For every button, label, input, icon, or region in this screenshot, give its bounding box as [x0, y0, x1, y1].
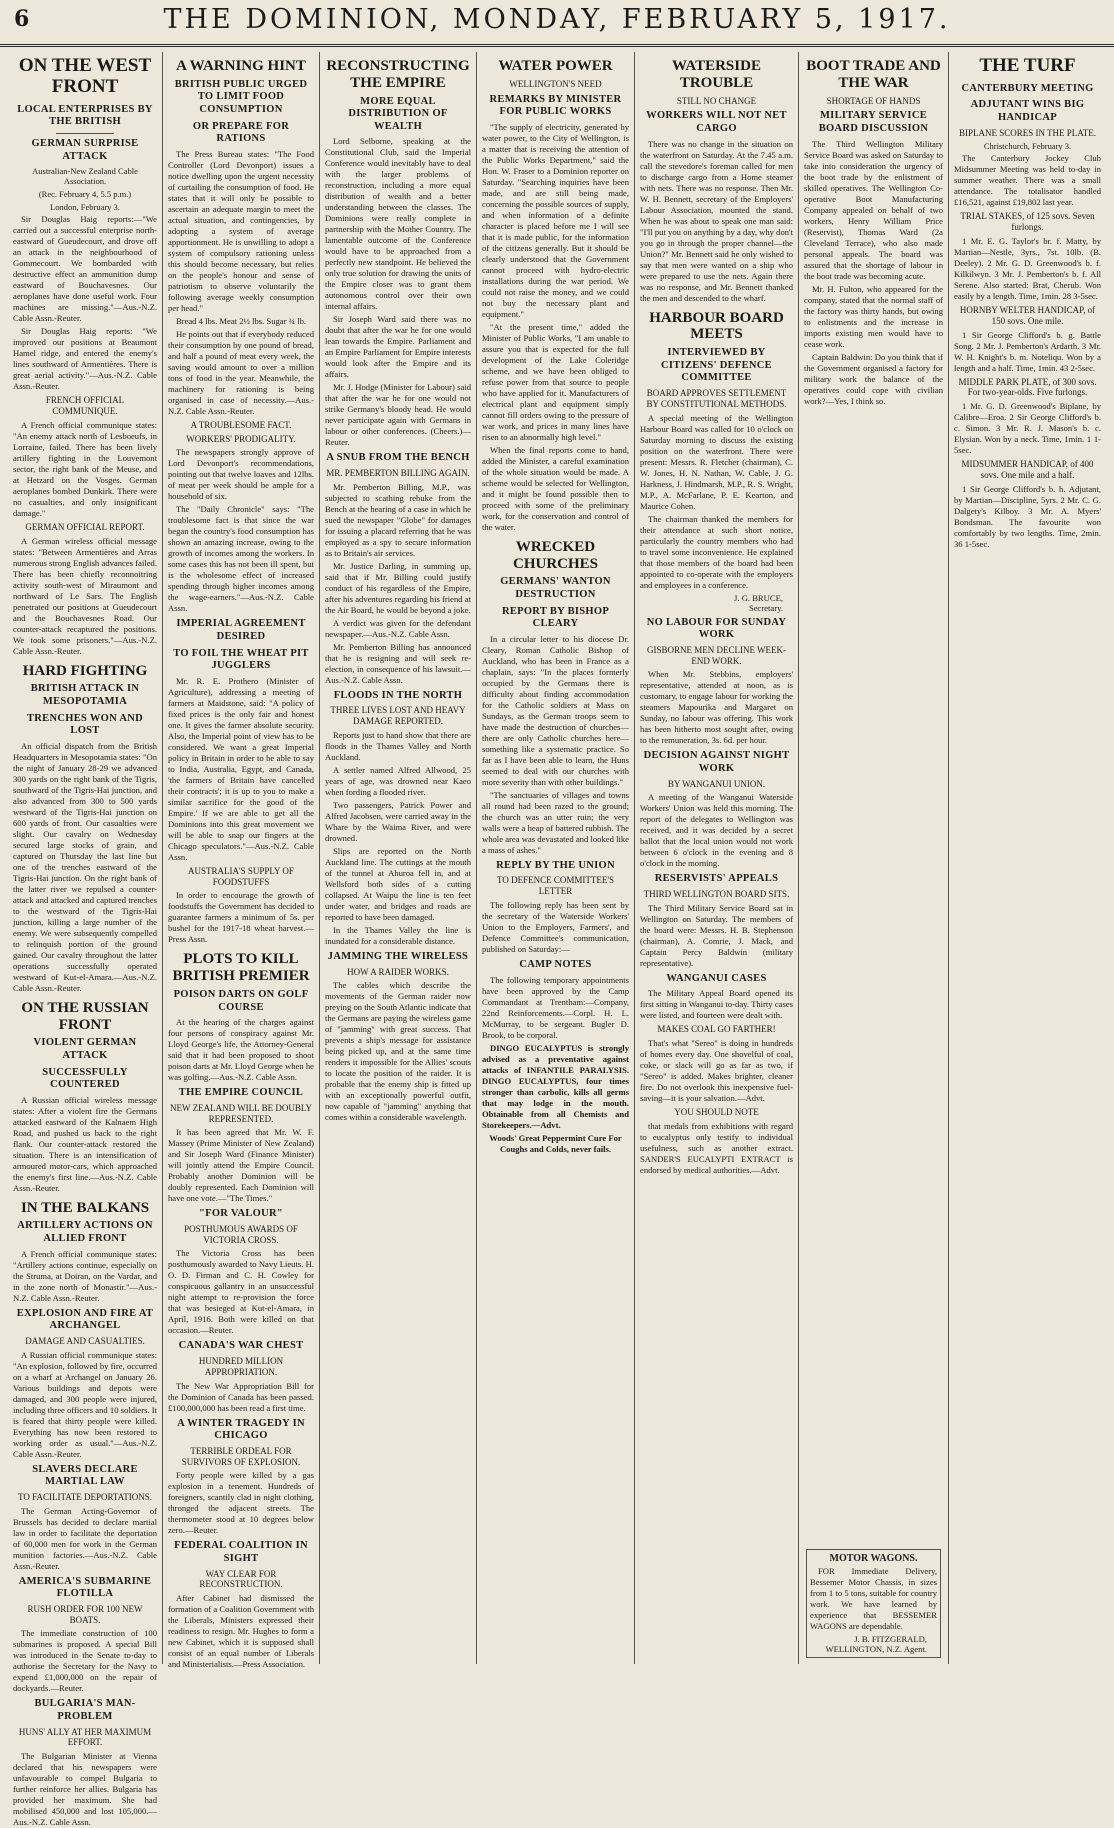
advert-paragraph: That's what "Sereo" is doing in hundreds of homes every day. One shovelful of coal, coke, or slack will go as far as two, if "Sereo" is added. Makes brighter, cleaner fire. Do not overlook this inexpensive fuel-saving—it is your salvation.—Advt. [640, 1038, 793, 1104]
dateline-place: Christchurch, February 3. [983, 141, 1072, 152]
columns [8, 52, 1106, 1828]
subhead: TO DEFENCE COMMITTEE'S LETTER [497, 875, 614, 897]
subhead: HUNS' ALLY AT HER MAXIMUM EFFORT. [18, 1726, 152, 1748]
article-paragraph: The chairman thanked the members for their attendance at such short notice, particularly the country members who had to travel some inconvenience. He explained that those members of the board had been appointed to co-operate with the employers and employees in a conference. [640, 513, 793, 590]
article-paragraph: The immediate construction of 100 submarines is proposed. A special Bill was introduced in the Senate to-day to authorise the Secretary for the Navy to expend £1,000,000 on the repair of dockyards.—Reuter. [13, 1628, 157, 1694]
headline-federal: FEDERAL COALITION IN SIGHT [174, 1540, 308, 1565]
headline-turf: THE TURF [979, 55, 1076, 76]
article-paragraph: The newspapers strongly approve of Lord Devonport's recommendations, pointing out that twelve loaves and 12lbs. of meat per week should be ample for a household of six. [168, 447, 314, 502]
subhead: CANTERBURY MEETING [961, 82, 1094, 94]
subhead: RUSH ORDER FOR 100 NEW BOATS. [27, 1603, 143, 1625]
article-paragraph: In order to encourage the growth of foodstuffs the Government has decided to guarantee farmers a minimum of 5s. per bushel for the 1917-18 wheat harvest.—Press Assn. [168, 890, 314, 945]
article-paragraph: At the hearing of the charges against four persons of conspiracy against Mr. Lloyd George's life, the Attorney-General said that it had been proposed to shoot poison darts at Mr. Lloyd George when he was golfing.—Aus.-N.Z. Cable Assn. [168, 1017, 314, 1083]
headline-water-power: WATER POWER [498, 58, 613, 74]
advert-motor-wagons [806, 1549, 941, 1658]
article-paragraph: The Third Military Service Board sat in Wellington on Saturday. The members of the board were: Messrs. H. B. Stephenson (chairman), A. Comrie, J. Mack, and Captain Percy Baldwin (military representative). [640, 902, 793, 968]
received-line: (Rec. February 4, 5.5 p.m.) [38, 189, 132, 200]
headline-reservists: RESERVISTS' APPEALS [654, 873, 779, 885]
article-paragraph: A German wireless official message states: "Between Armentières and Arras numerous strong English advances failed. There has been chiefly reconnoitring activity south-west of Miraumont and northward of Le Sars. The English penetrated our positions at Gueudecourt and the Bouchavesnes Road. Our counter-attack recaptured the positions. We took some prisoners."—Aus.-N.Z. Cable Assn.-Reuter. [13, 535, 157, 656]
advert-paragraph: FOR Immediate Delivery, Bessemer Motor Chassis, in sizes from 1 to 5 tons, suitable for country work. We have learned by experience that BESSEMER WAGONS are dependable. [810, 1566, 937, 1631]
race-title: TRIAL STAKES, of 125 sovs. Seven furlongs. [960, 211, 1095, 233]
article-paragraph: The following temporary appointments have been approved by the Camp Commandant at Trentham:—Company, 22nd Reinforcements.—Corpl. H. L. McMurray, to be sergeant. Bugler D. Brook, to be corporal. [482, 974, 629, 1040]
subhead: MORE EQUAL DISTRIBUTION OF WEALTH [348, 95, 448, 132]
subhead: ARTILLERY ACTIONS ON ALLIED FRONT [17, 1220, 153, 1245]
headline-warning-hint: A WARNING HINT [176, 58, 306, 74]
article-paragraph: Mr. J. Hodge (Minister for Labour) said that after the war he for one would not strike Germany's bloody head. He would never participate again with Germans in labour or other conferences. (Cheers.)—Reuter. [325, 382, 471, 448]
column-waterside [635, 52, 799, 1664]
subhead: GERMANS' WANTON DESTRUCTION [500, 576, 611, 600]
article-paragraph: The Press Bureau states: "The Food Controller (Lord Devonport) issues a notice dwelling upon the urgent necessity of curtailing the consumption of food. He states that it will only be possible to ascertain an adequate margin to meet the actual situation, and contingencies, by adopting a system of average apportionment. He is unwilling to adopt a system of compulsory rationing unless this should become necessary, but relies on the people's honour and sense of patriotism to observe voluntarily the following average weekly consumption per head." [168, 148, 314, 313]
article-paragraph: In a circular letter to his diocese Dr. Cleary, Roman Catholic Bishop of Auckland, who has been in France as a chaplain, says: "In the places formerly occupied by the Germans there is difficulty about finding accommodation for the Catholic soldiers at Mass on Sundays, as the German troops seem to have made the destruction of churches—there are only Catholic churches here—something like a systematic practice. So far as I have been able to learn, the Huns seemed to deal with our churches with more severity than with other buildings." [482, 633, 629, 787]
article-paragraph: Sir Joseph Ward said there was no doubt that after the war he for one would lean towards the Empire. Parliament and an Empire Parliament for Empire interests would look after the Empire and its affairs. [325, 314, 471, 380]
subhead: REPORT BY BISHOP CLEARY [501, 605, 610, 630]
section-label: FRENCH OFFICIAL COMMUNIQUE. [45, 395, 125, 416]
article-paragraph: A verdict was given for the defendant newspaper.—Aus.-N.Z. Cable Assn. [325, 617, 471, 639]
race-title: MIDDLE PARK PLATE, of 300 sovs. For two-year-olds. Five furlongs. [958, 376, 1097, 398]
headline-jamming: JAMMING THE WIRELESS [327, 950, 469, 962]
headline-no-labour: NO LABOUR FOR SUNDAY WORK [646, 616, 787, 641]
article-paragraph: Mr. Justice Darling, in summing up, said that if Mr. Billing could justify conduct of his regardless of the Empire, after his adventures regarding his friend at the Air Board, he would be beyond a joke. [325, 560, 471, 615]
section-label: AUSTRALIA'S SUPPLY OF FOODSTUFFS [188, 865, 294, 887]
headline-night-work: DECISION AGAINST NIGHT WORK [643, 750, 790, 774]
article-paragraph: After Cabinet had dismissed the formation of a Coalition Government with the Liberals, Ministers expressed their readiness to resign. Mr. Hughes to form a new Cabinet, which it is supposed shall consist of an equal number of Liberals and Ministerialists.—Press Association. [168, 1593, 314, 1670]
section-label: A TROUBLESOME FACT. [190, 419, 292, 430]
subhead: WELLINGTON'S NEED [509, 78, 602, 89]
headline-chicago: A WINTER TRAGEDY IN CHICAGO [177, 1417, 305, 1442]
subhead: BOARD APPROVES SETTLEMENT BY CONSTITUTIONAL METHODS. [646, 387, 787, 409]
subhead: SUCCESSFULLY COUNTERED [42, 1066, 128, 1091]
headline-snub: A SNUB FROM THE BENCH [326, 452, 470, 464]
subhead: DAMAGE AND CASUALTIES. [25, 1335, 145, 1346]
headline-russian-front: ON THE RUSSIAN FRONT [21, 999, 149, 1033]
headline-empire-council: THE EMPIRE COUNCIL [178, 1087, 304, 1099]
subhead: ADJUTANT WINS BIG HANDICAP [970, 99, 1085, 124]
article-paragraph: Sir Douglas Haig reports:—"We carried out a successful enterprise north-eastward of Gueudecourt, and drove off an attack in the neighbourhood of Gommecourt. We bombarded with destructive effect an ammunition dump eastward of Bouchavesnes. Our aeroplanes have done useful work. Four machines are missing."—Aus.-N.Z. Cable Assn.-Reuter. [13, 214, 157, 324]
article-paragraph: Lord Selborne, speaking at the Constitutional Club, said the Imperial Conference would inevitably have to deal with the larger problems of reconstruction, including a more equal distribution of wealth and a better understanding between the classes. The Dominions were really complete in partnership with the Mother Country. The lamentable outcome of the Conference would have to be approached from a perfectly new standpoint. He believed the only true solution for drawing the units of the Empire closer was to grant them autonomous control over their own internal affairs. [325, 136, 471, 312]
article-paragraph: The New War Appropriation Bill for the Dominion of Canada has been passed. £100,000,000 has been read a first time. [168, 1380, 314, 1413]
headline-wrecked-churches: WRECKED CHURCHES [512, 538, 598, 572]
subhead: BRITISH ATTACK IN MESOPOTAMIA [30, 683, 140, 707]
subhead: BIPLANE SCORES IN THE PLATE. [958, 127, 1097, 138]
headline-reconstructing: RECONSTRUCTING THE EMPIRE [326, 58, 470, 91]
article-paragraph: Two passengers, Patrick Power and Alfred Jacobsen, were carried away in the Whare by the Waima River, and were drowned. [325, 799, 471, 843]
advert-heading: YOU SHOULD NOTE [674, 1107, 759, 1118]
article-paragraph: Mr. R. E. Prothero (Minister of Agriculture), addressing a meeting of farmers at Maidstone, said: "A policy of fixed prices is the only fair and honest one. It gives the farmer absolute security. Also, the Imperial point of view has to be considered. We want a great Imperial policy in Britain in order to be able to say to India, Australia, Egypt, and Canada, 'the farmers of Britain have cancelled their contracts'; it is up to you to make a similar sacrifice for the good of the Empire.' If we are able to get all the Dominions into this great movement we will be able to snap our fingers at the Chicago speculators."—Aus.-N.Z. Cable Assn. [168, 675, 314, 862]
subhead: BY WANGANUI UNION. [667, 778, 766, 789]
page-number: 6 [14, 6, 30, 32]
advert-signature: J. B. FITZGERALD, [854, 1634, 927, 1644]
headline-bulgaria: BULGARIA'S MAN-PROBLEM [34, 1698, 136, 1723]
subhead: STILL NO CHANGE [676, 95, 757, 106]
article-paragraph: "At the present time," added the Minister of Public Works, "I am unable to assure you that is expected for the full development of the Lake Coleridge scheme, and we have been obliged to refuse power from that source to people who have applied for it. Manufacturers of electrical plant and equipment simply cannot fill orders owing to the pressure of war work, and prices in many lines have risen to an abnormally high level." [482, 321, 629, 442]
headline-archangel: EXPLOSION AND FIRE AT ARCHANGEL [16, 1307, 154, 1332]
article-paragraph: In the Thames Valley the line is inundated for a considerable distance. [325, 924, 471, 946]
race-title: HORNBY WELTER HANDICAP, of 150 sovs. One mile. [959, 305, 1096, 326]
article-paragraph: The Military Appeal Board opened its first sitting in Wanganui to-day. Thirty cases were listed, and fourteen were dealt with. [640, 988, 793, 1021]
subhead: INTERVIEWED BY CITIZENS' DEFENCE COMMITTEE [660, 347, 772, 384]
article-paragraph: It has been agreed that Mr. W. F. Massey (Prime Minister of New Zealand) and Sir Joseph Ward (Finance Minister) will jointly attend the Empire Council. Probably another Dominion will be doubly represented. Each Dominion will have one vote.—"The Times." [168, 1127, 314, 1204]
advert-place: WELLINGTON, N.Z. Agent. [825, 1644, 927, 1654]
subhead: TO FOIL THE WHEAT PIT JUGGLERS [173, 647, 309, 672]
headline-boot-trade: BOOT TRADE AND THE WAR [806, 58, 941, 91]
headline-america: AMERICA'S SUBMARINE FLOTILLA [18, 1575, 152, 1600]
headline-harbour-board: HARBOUR BOARD MEETS [649, 309, 784, 343]
headline-imperial: IMPERIAL AGREEMENT DESIRED [176, 618, 306, 642]
advert-heading: MAKES COAL GO FARTHER! [657, 1024, 776, 1035]
subhead: MILITARY SERVICE BOARD DISCUSSION [818, 110, 929, 134]
article-paragraph: He points out that if everybody reduced their consumption by one pound of bread, and half a pound of meat every week, the saving would amount to over a million tons of food in the year. Meanwhile, the machinery for rationing is being organised in case of necessity.—Aus.-N.Z. Cable Assn.-Reuter. [168, 328, 314, 416]
subhead: REMARKS BY MINISTER FOR PUBLIC WORKS [489, 93, 622, 118]
headline-wanganui-cases: WANGANUI CASES [666, 972, 767, 984]
masthead-title: THE DOMINION, MONDAY, FEBRUARY 5, 1917. [163, 4, 951, 35]
advert-paragraph: that medals from exhibitions with regard to eucalyptus only testify to individual usefulness, such as another extract. SANDER'S EUCALYPTI EXTRACT is endorsed by medical authorities.—Advt. [640, 1120, 793, 1175]
subhead: WORKERS WILL NOT NET CARGO [646, 110, 787, 134]
column-reconstructing [320, 52, 477, 1664]
article-paragraph: The German Acting-Governor of Brussels has decided to declare martial law in order to facilitate the deportation of 60,000 men for work in the German munition factories.—Aus.-N.Z. Cable Assn.-Reuter. [13, 1505, 157, 1571]
subhead: THREE LIVES LOST AND HEAVY DAMAGE REPORTED. [330, 705, 466, 727]
article-paragraph: When Mr. Stebbins, employers' representative, attended at noon, as is customary, to engage labour for working the steamers Mapourika and Margaret on Sunday, no labour was offering. This work has been hitherto most sought after, owing to the remuneration, 3s. 6d. per hour. [640, 669, 793, 746]
subhead: WORKERS' PRODIGALITY. [186, 433, 296, 444]
race-title: MIDSUMMER HANDICAP, of 400 sovs. One mile and a half. [961, 459, 1094, 481]
article-paragraph: Sir Douglas Haig reports: "We improved our positions at Beaumont Hamel ridge, and entered the enemy's lines southward of Armentières. There is great aerial activity."—Aus.-N.Z. Cable Assn.-Reuter. [13, 326, 157, 392]
advert-woods: Woods' Great Peppermint Cure For Coughs and Colds, never fails. [489, 1132, 622, 1154]
article-paragraph: A meeting of the Wanganui Waterside Workers' Union was held this morning. The report of the delegates to Wellington was received, and it was decided by a secret ballot that the local union would not work between 6 o'clock in the evening and 8 o'clock in the morning. [640, 792, 793, 869]
article-paragraph: A special meeting of the Wellington Harbour Board was called for 10 o'clock on Saturday morning to discuss the existing position on the waterfront. There were present: Messrs. R. Fletcher (chairman), C. W. Jones, H. N. Nathan, W. Cable, J. G. Harkness, J. Hindmarsh, M.P., R. S. Wright, M.P., A. McFarlane, P. E. Kearton, and Maurice Cohen. [640, 412, 793, 511]
subhead: BRITISH PUBLIC URGED TO LIMIT FOOD CONSUMPTION [174, 78, 308, 115]
dateline-place: London, February 3. [50, 202, 120, 213]
subhead: MR. PEMBERTON BILLING AGAIN. [326, 467, 470, 478]
race-result: 1 Mr. G. D. Greenwood's Biplane, by Calibre—Eroa. 2 Sir George Clifford's b. c. Simon. 3 Mr. R. J. Mason's b. c. Elysian. Won by a neck. Time, 1min. 1 1-5sec. [954, 401, 1101, 456]
headline-for-valour: "FOR VALOUR" [198, 1208, 283, 1220]
subhead: VIOLENT GERMAN ATTACK [33, 1037, 137, 1061]
article-paragraph: A French official communique states: "An enemy attack north of Lesboeufs, in Lorraine, failed. There has been lively artillery fighting in the Louvemont sector, the right bank of the Meuse, and at Hetzard on the Vosges. German aeroplanes bombed Dunkirk. There were no casualties, and only insignificant damage." [13, 419, 157, 518]
article-paragraph: A Russian official communique states: "An explosion, followed by fire, occurred on a wharf at Archangel on January 26. Various buildings and depots were damaged, and 300 people were injured, including three officers and 10 soldiers. It is feared that thirty people were killed. Everything has now been restored to working order as usual."—Aus.-N.Z. Cable Assn.-Reuter. [13, 1349, 157, 1459]
race-result: 1 Sir George Clifford's b. g. Battle Song. 2 Mr. J. Pemberton's Ardarth. 3 Mr. W. H. Knight's b. m. Noteliqu. Won by a length and a half. Time, 1min. 43 2-5sec. [954, 329, 1101, 373]
ration-list: Bread 4 lbs. Meat 2½ lbs. Sugar ¾ lb. [175, 315, 307, 326]
headline-west-front: ON THE WEST FRONT [18, 55, 152, 97]
subhead: HUNDRED MILLION APPROPRIATION. [198, 1356, 284, 1377]
headline-hard-fighting: HARD FIGHTING [22, 662, 148, 679]
column-water-power [477, 52, 635, 1664]
subhead: SHORTAGE OF HANDS [826, 95, 921, 106]
race-result: 1 Sir George Clifford's b. h. Adjutant, by Martian—Discipline, 5yrs. 2 Mr. C. G. Dalgety's Kilboy. 3 Mr. A. Myers' Bondsman. The favourite won comfortably by two lengths. Time, 2min. 36 1-5sec. [954, 483, 1101, 549]
headline-reply-union: REPLY BY THE UNION [496, 859, 615, 871]
article-paragraph: Mr. H. Fulton, who appeared for the company, stated that the normal staff of the factory was thirty hands, but owing to enlistments and the increase in imports existing men would have to cease work. [804, 283, 943, 349]
article-paragraph: There was no change in the situation on the waterfront on Saturday. At the 7.45 a.m. call the stevedore's foreman called for men to discharge cargo from a Home steamer with nets. There was no response. Then Mr. W. H. Bennett, secretary of the Employers' Labour Association, mounted the stand. When he was about to speak one man said: "I'll put you on anything by a day, why don't you go in through the proper channel—the Union?" Mr. Bennett said he only wished to say that men were wanted on a ship who were prepared to use the nets. Again there was no response, and Mr. Bennett thanked the men and descended to the wharf. [640, 138, 793, 303]
article-paragraph: A French official communique states: "Artillery actions continue, especially on the Struma, at Doiran, on the Vardar, and in the zone north of Monastir."—Aus.-N.Z. Cable Assn.-Reuter. [13, 1248, 157, 1303]
column-warning-hint [163, 52, 320, 1670]
subhead: THIRD WELLINGTON BOARD SITS. [643, 888, 790, 899]
article-paragraph: The Victoria Cross has been posthumously awarded to Navy Lieuts. H. O. D. Firman and C. H. Cowley for conspicuous gallantry in an unsuccessful night attempt to re-provision the force that was besieged at Kut-el-Amara, in April, 1916. Both were killed on that occasion.—Reuter. [168, 1248, 314, 1336]
article-paragraph: Reports just to hand show that there are floods in the Thames Valley and North Auckland. [325, 729, 471, 762]
article-paragraph: A settler named Alfred Allwood, 25 years of age, was drowned near Kaeo when fording a flooded river. [325, 764, 471, 797]
article-paragraph: A Russian official wireless message states: After a violent fire the Germans attacked eastward of the Kalnaem High Road, and pushed us back to the right flank. Our counter-attack restored the situation. There is an intensification of armoured motor-cars, which approached the enemy's first line.—Aus.-N.Z. Cable Assn.-Reuter. [13, 1094, 157, 1193]
headline-slavers: SLAVERS DECLARE MARTIAL LAW [32, 1463, 138, 1488]
subhead: WAY CLEAR FOR RECONSTRUCTION. [199, 1568, 283, 1590]
article-paragraph: Forty people were killed by a gas explosion in a tenement. Hundreds of foreigners, scantily clad in night clothing, thronged the adjacent streets. The thermometer stood at 10 degrees below zero.—Reuter. [168, 1470, 314, 1536]
advert-title: MOTOR WAGONS. [829, 1553, 918, 1564]
subhead: GERMAN SURPRISE ATTACK [31, 137, 139, 162]
article-paragraph: Slips are reported on the North Auckland line. The cuttings at the mouth of the tunnel at Ahuroa fell in, and at Wellsford both sides of a cutting collapsed. At Waipu the line is ten feet under water, and bridges and roads are reported to have been damaged. [325, 845, 471, 922]
column-turf [949, 52, 1106, 1664]
masthead [0, 0, 1114, 47]
subhead: TO FACILITATE DEPORTATIONS. [18, 1491, 152, 1502]
subhead: TERRIBLE ORDEAL FOR SURVIVORS OF EXPLOSION. [181, 1445, 301, 1467]
article-paragraph: The cables which describe the movements of the German raider now preying on the South Atlantic indicate that the Germans are paying the wireless game of "jamming" with great success. That prevents a ship's message for assistance being picked up, and at the same time renders it impossible for the Allies' scouts to locate the position of the raider. It is probable that the enemy ship is fitted up with an exceptionally powerful outfit, now capable of "jamming" anything that comes within a considerable wavelength. [325, 980, 471, 1123]
headline-balkans: IN THE BALKANS [20, 1199, 150, 1216]
subhead: NEW ZEALAND WILL BE DOUBLY REPRESENTED. [170, 1102, 312, 1124]
column-west-front [8, 52, 163, 1828]
article-paragraph: The Bulgarian Minister at Vienna declared that his newspapers were unfavourable to compel Bulgaria to further reinforce her allies. Bulgaria has provided her maximum. She had mobilised 450,000 and lost 105,000.—Aus.-N.Z. Cable Assn. [13, 1751, 157, 1828]
credit-line: Australian-New Zealand Cable Association. [32, 166, 138, 187]
column-boot-trade [799, 52, 949, 1664]
subhead: POISON DARTS ON GOLF COURSE [173, 988, 309, 1013]
article-paragraph: Captain Baldwin: Do you think that if the Government organised a factory for military work the balance of the operatives could cope with civilian work?—Yes, I think so. [804, 351, 943, 406]
headline-plots: PLOTS TO KILL BRITISH PREMIER [172, 951, 310, 985]
subhead: POSTHUMOUS AWARDS OF VICTORIA CROSS. [184, 1223, 298, 1245]
race-result: 1 Mr. E. G. Taylor's br. f. Matty, by Martian—Nestle, 3yrs., 7st. 10lb. (B. Deeley). 2 Mr. G. D. Greenwood's b. f. Kilkilwyn. 3 Mr. J. Pemberton's b. f. All Serene. Also started: Brat, Cherub. Won easily by a length. Time, 1min. 28 3-5sec. [954, 236, 1101, 302]
signature-title: Secretary. [748, 602, 783, 613]
article-paragraph: The Canterbury Jockey Club Midsummer Meeting was held to-day in summer weather. There was a small attendance. The totalisator handled £16,521, against £19,802 last year. [954, 153, 1101, 208]
divider [56, 133, 114, 134]
article-paragraph: "The sanctuaries of villages and towns all round had been razed to the ground; the church was an utter ruin; the very walls were a heap of battered rubbish. The whole area was devastated and looked like a mass of ashes." [482, 789, 629, 855]
signature-name: J. G. BRUCE, [734, 592, 783, 603]
subhead: TRENCHES WON AND LOST [26, 712, 144, 737]
article-paragraph: An official dispatch from the British Headquarters in Mesopotamia states: "On the night of January 28-29 we advanced 300 yards on the right bank of the Tigris, southward of the Tigris-Hai junction, and also advanced from 300 to 500 yards westward of the Tigris-Hai junction on 600 yards of front. Our casualties were slight. Our cavalry on Wednesday secured large stocks of grain, and captured on Thursday the last line but one of the trenches eastward of the Tigris-Hai junction. On the right bank of the latter river we repulsed a counter-attack and attacked and captured trenches to the westward of the Tigris-Hai junction, killing a large number of the enemy. We were subsequently compelled to relinquish portion of the ground gained. Our cavalry throughout the latter operations successfully operated westward of Kut-el-Amara.—Aus.-N.Z. Cable Assn.-Reuter. [13, 740, 157, 993]
subhead: GISBORNE MEN DECLINE WEEK-END WORK. [646, 644, 787, 666]
subhead: OR PREPARE FOR RATIONS [192, 120, 290, 145]
headline-waterside: WATERSIDE TROUBLE [672, 58, 761, 91]
article-paragraph: The Third Wellington Military Service Board was asked on Saturday to take into consideration the urgency of the boot trade by the enlistment of skilled operatives. The Wellington Co-operative Boot Manufacturing Company appealed on behalf of two workers, Henry William Price (Reservist), Thomas Ward (2a Cleveland Terrace), who also made personal appeals. The board was assured that the shortage of labour in the boot trade was becoming acute. [804, 138, 943, 281]
article-paragraph: "The supply of electricity, generated by water power, to the City of Wellington, is a matter that is receiving the attention of the Public Works Department," said the Hon. W. Fraser to a Dominion reporter on Saturday. "Searching inquiries have been made, and are still being made, concerning the possible sources of supply, and when information of a definite character is placed before me I will see that it is made public, for the information of the citizens generally. But it should be clearly understood that the Government cannot proceed with hydro-electric installations during the war period. We could not raise the money, and we could not buy the necessary plant and equipment." [482, 121, 629, 319]
article-paragraph: The "Daily Chronicle" says: "The troublesome fact is that since the war began the country's food consumption has shown an amazing increase, owing to the growth of incomes among the workers. In some cases this has not been ill spent, but is the wholesome effect of increased spending through higher incomes among the wage-earners."—Aus.-N.Z. Cable Assn. [168, 504, 314, 614]
headline-canada: CANADA'S WAR CHEST [178, 1340, 304, 1352]
headline-floods: FLOODS IN THE NORTH [333, 689, 463, 701]
section-label: GERMAN OFFICIAL REPORT. [25, 521, 145, 532]
article-paragraph: When the final reports come to hand, added the Minister, a careful examination of the whole situation would be made. A scheme would be selected for Wellington, and it might be found possible then to proceed with some of the preliminary work, for the conservation and control of the water. [482, 444, 629, 532]
advert-dingo: DINGO EUCALYPTUS is strongly advised as a preventative against attacks of INFANTILE PARALYSIS. DINGO EUCALYPTUS, four times stronger than carbolic, kills all germs that may lodge in the mouth. Obtainable from all Chemists and Storekeepers.—Advt. [482, 1042, 629, 1130]
subhead: LOCAL ENTERPRISES BY THE BRITISH [17, 103, 153, 128]
headline-camp-notes: CAMP NOTES [519, 958, 592, 970]
article-paragraph: Mr. Pemberton Billing, M.P., was subjected to scathing rebuke from the Bench at the hearing of a case in which he sued the newspaper "Globe" for damages for issuing a placard referring that he was employed as a spy to secure information as to Britain's air services. [325, 481, 471, 558]
subhead: HOW A RAIDER WORKS. [347, 966, 449, 977]
article-paragraph: Mr. Pemberton Billing has announced that he is resigning and will seek re-election, in consequence of his lawsuit.—Aus.-N.Z. Cable Assn. [325, 641, 471, 685]
article-paragraph: The following reply has been sent by the secretary of the Waterside Workers' Union to the Employers, Farmers', and Defence Committee's communication, published on Saturday:— [482, 899, 629, 954]
